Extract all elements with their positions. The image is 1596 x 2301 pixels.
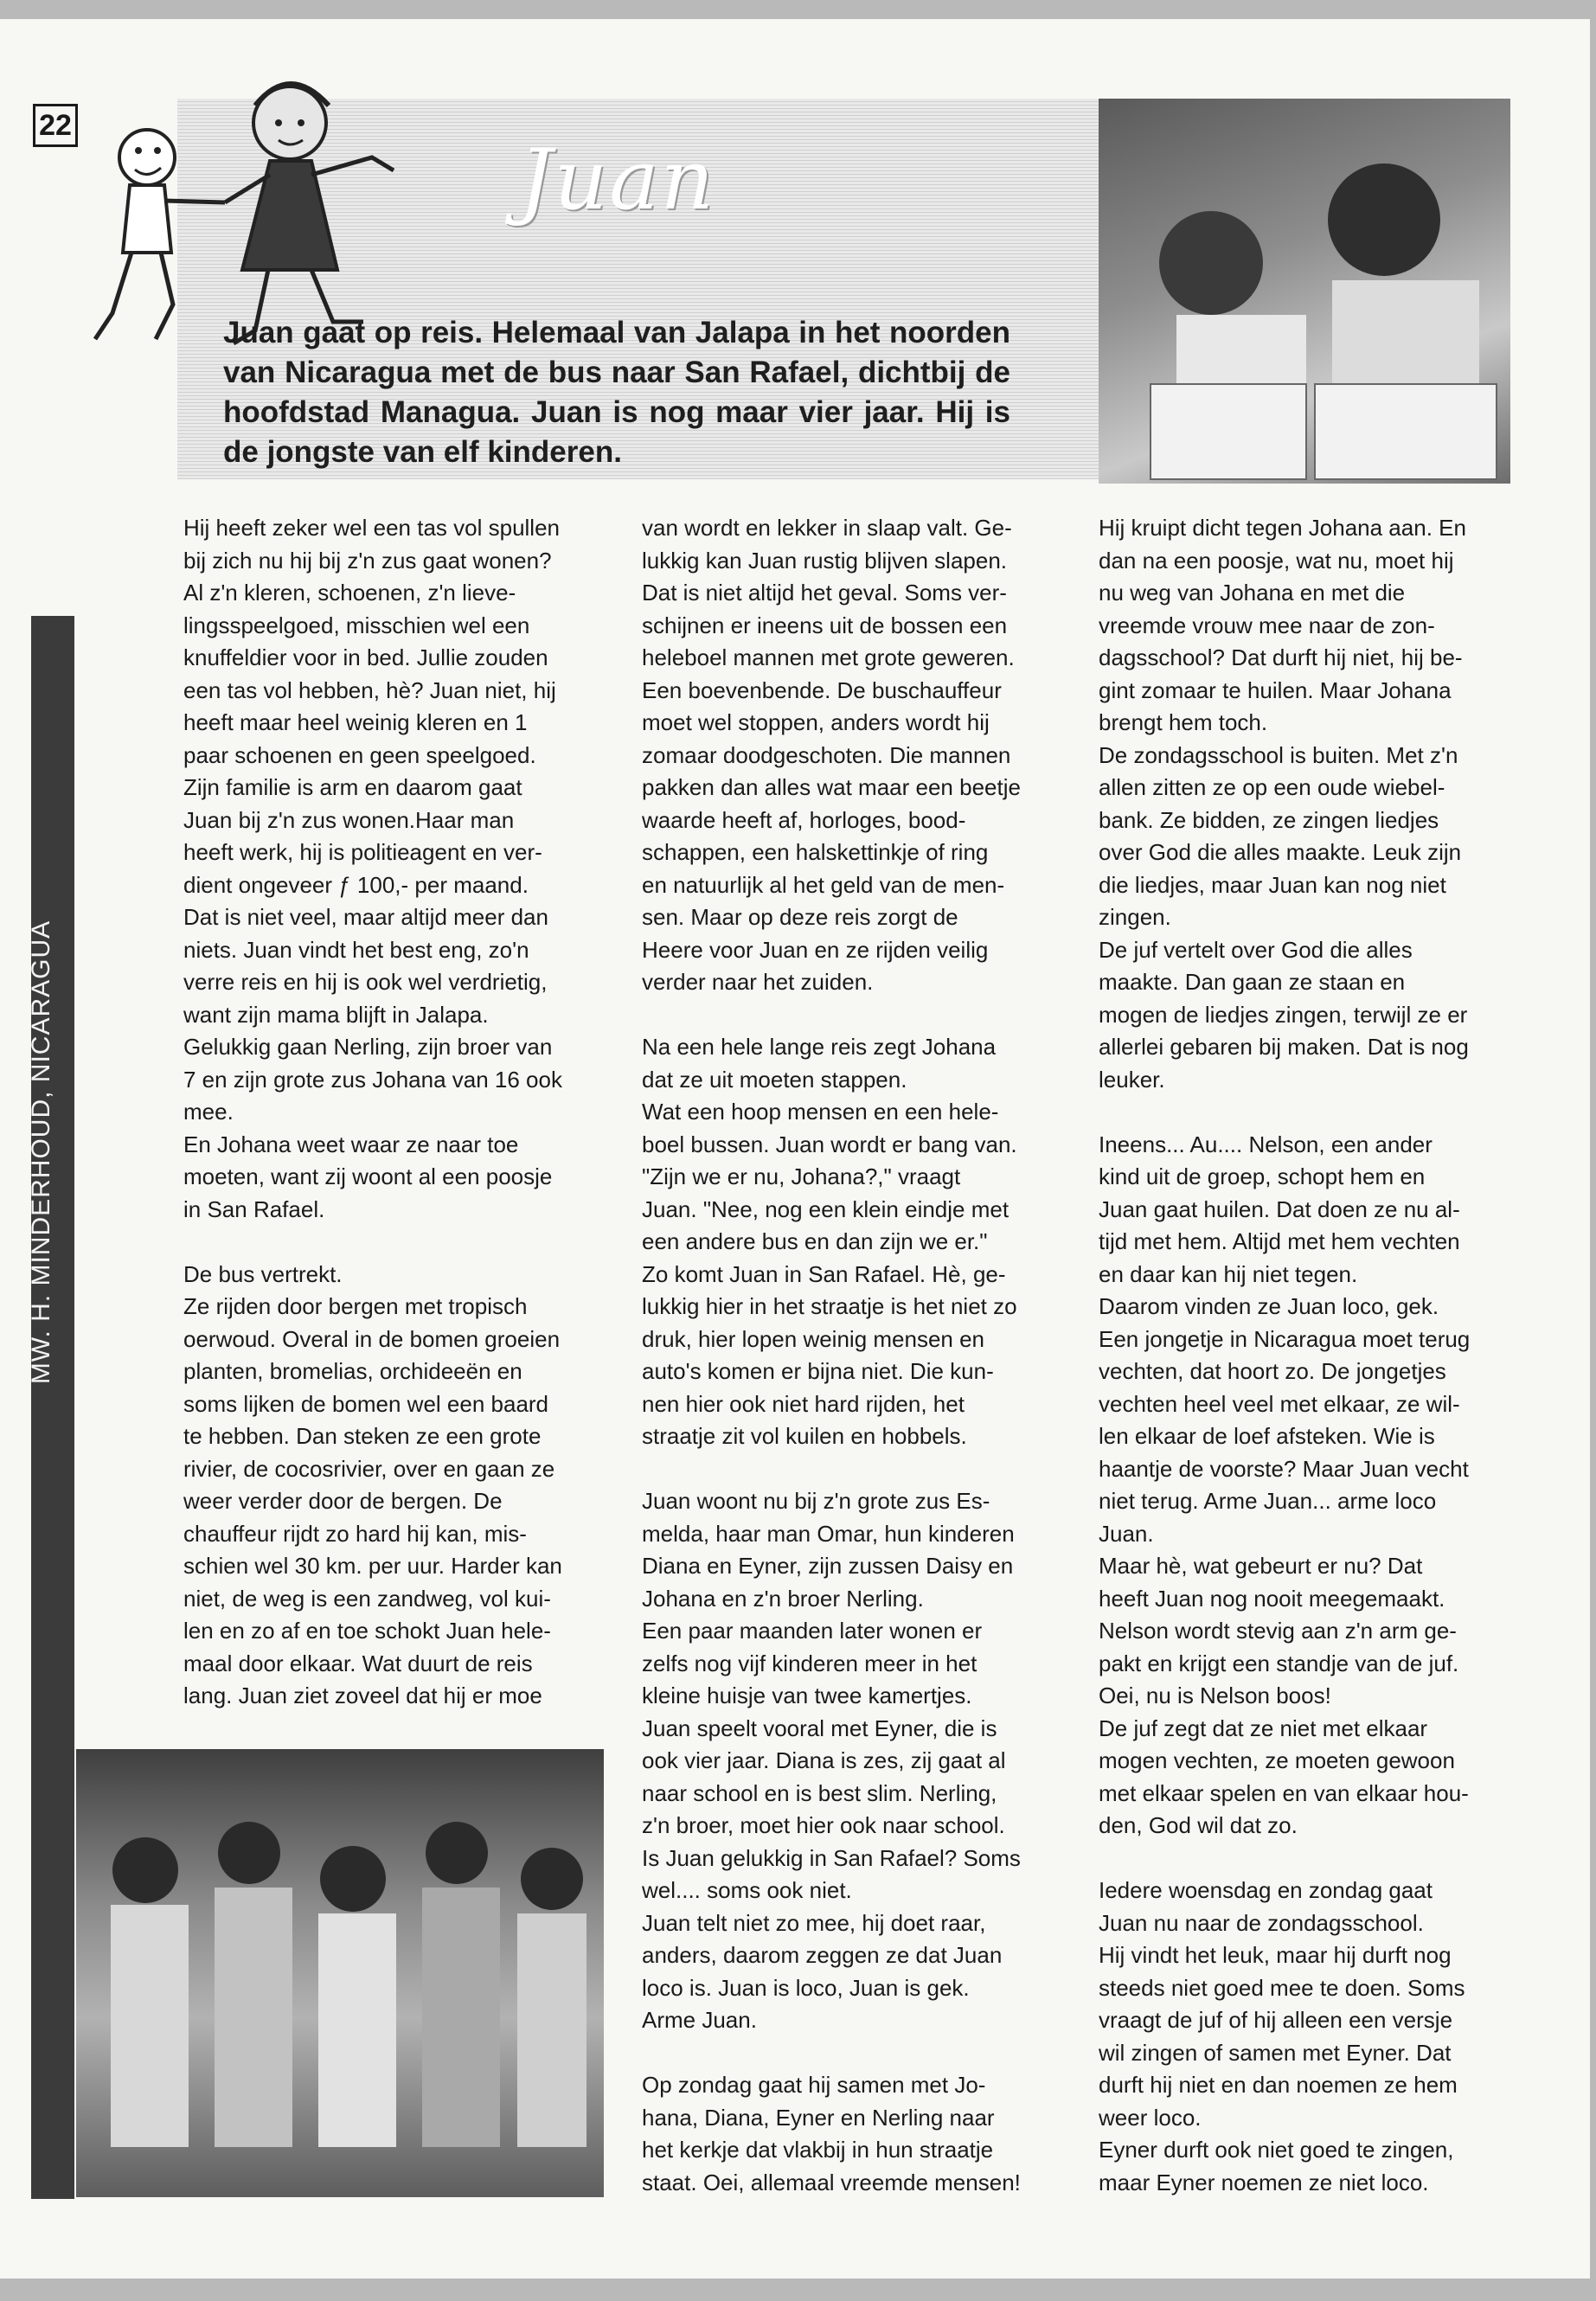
text-line: in San Rafael. xyxy=(183,1195,325,1222)
text-line: zingen. xyxy=(1099,904,1171,930)
text-line: tijd met hem. Altijd met hem vechten xyxy=(1099,1228,1460,1254)
text-line: ook vier jaar. Diana is zes, zij gaat al xyxy=(642,1747,1006,1773)
text-line: oerwoud. Overal in de bomen groeien xyxy=(183,1325,561,1352)
text-line: allerlei gebaren bij maken. Dat is nog xyxy=(1099,1034,1469,1060)
text-line: gint zomaar te huilen. Maar Johana xyxy=(1099,676,1452,703)
text-line: hana, Diana, Eyner en Nerling naar xyxy=(642,2104,995,2131)
text-column-1 xyxy=(183,512,616,1745)
text-line: Diana en Eyner, zijn zussen Daisy en xyxy=(642,1553,1014,1579)
text-line: Zo komt Juan in San Rafael. Hè, ge- xyxy=(642,1260,1006,1287)
text-line: De bus vertrekt. xyxy=(183,1260,343,1287)
text-line: wel.... soms ook niet. xyxy=(642,1877,852,1903)
text-line: Hij kruipt dicht tegen Johana aan. En xyxy=(1099,515,1466,541)
text-line: leuker. xyxy=(1099,1066,1165,1093)
text-line: dan na een poosje, wat nu, moet hij xyxy=(1099,547,1454,574)
magazine-page xyxy=(0,19,1590,2279)
text-line: niet, de weg is een zandweg, vol kui- xyxy=(183,1585,551,1612)
text-line: niets. Juan vindt het best eng, zo'n xyxy=(183,936,529,963)
text-line: het kerkje dat vlakbij in hun straatje xyxy=(642,2137,994,2163)
text-line: Nelson wordt stevig aan z'n arm ge- xyxy=(1099,1618,1457,1644)
text-line: mogen de liedjes zingen, terwijl ze er xyxy=(1099,1001,1468,1028)
text-line: Iedere woensdag en zondag gaat xyxy=(1099,1877,1433,1903)
text-line: staat. Oei, allemaal vreemde mensen! xyxy=(642,2169,1021,2195)
column-1-paragraph-1 xyxy=(183,512,616,1226)
column-2-paragraph-2 xyxy=(642,1031,1074,1453)
text-line: Oei, nu is Nelson boos! xyxy=(1099,1682,1331,1708)
text-line: "Zijn we er nu, Johana?," vraagt xyxy=(642,1163,961,1189)
text-line: nu weg van Johana en met die xyxy=(1099,580,1406,606)
text-line: Juan gaat huilen. Dat doen ze nu al- xyxy=(1099,1195,1460,1222)
text-line: De juf vertelt over God die alles xyxy=(1099,936,1413,963)
text-line: moeten, want zij woont al een poosje xyxy=(183,1163,553,1189)
text-line: Juan speelt vooral met Eyner, die is xyxy=(642,1715,997,1741)
text-column-2 xyxy=(642,512,1074,2232)
text-line: lingsspeelgoed, misschien wel een xyxy=(183,612,530,638)
text-line: zelfs nog vijf kinderen meer in het xyxy=(642,1650,977,1676)
text-line: bank. Ze bidden, ze zingen liedjes xyxy=(1099,806,1439,833)
text-line: rivier, de cocosrivier, over en gaan ze xyxy=(183,1455,555,1482)
text-line: Is Juan gelukkig in San Rafael? Soms xyxy=(642,1844,1021,1871)
column-1-paragraph-2 xyxy=(183,1259,616,1713)
text-line: Na een hele lange reis zegt Johana xyxy=(642,1034,997,1060)
text-line: planten, bromelias, orchideeën en xyxy=(183,1358,522,1384)
text-line: dient ongeveer ƒ 100,- per maand. xyxy=(183,871,529,898)
text-line: die liedjes, maar Juan kan nog niet xyxy=(1099,871,1446,898)
text-line: anders, daarom zeggen ze dat Juan xyxy=(642,1942,1003,1968)
text-line: Ineens... Au.... Nelson, een ander xyxy=(1099,1131,1433,1157)
text-line: dagsschool? Dat durft hij niet, hij be- xyxy=(1099,644,1463,670)
text-line: heeft Juan nog nooit meegemaakt. xyxy=(1099,1585,1445,1612)
text-line: want zijn mama blijft in Jalapa. xyxy=(183,1001,489,1028)
text-line: boel bussen. Juan wordt er bang van. xyxy=(642,1131,1017,1157)
text-line: den, God wil dat zo. xyxy=(1099,1812,1298,1838)
text-line: Gelukkig gaan Nerling, zijn broer van xyxy=(183,1034,553,1060)
text-line: heeft werk, hij is politieagent en ver- xyxy=(183,839,542,865)
text-line: Een jongetje in Nicaragua moet terug xyxy=(1099,1325,1471,1352)
text-line: steeds niet goed mee te doen. Soms xyxy=(1099,1974,1465,2001)
text-line: een tas vol hebben, hè? Juan niet, hij xyxy=(183,676,556,703)
text-line: Ze rijden door bergen met tropisch xyxy=(183,1293,528,1319)
text-line: en natuurlijk al het geld van de men- xyxy=(642,871,1005,898)
text-line: Al z'n kleren, schoenen, z'n lieve- xyxy=(183,580,516,606)
text-line: Eyner durft ook niet goed te zingen, xyxy=(1099,2137,1454,2163)
text-line: En Johana weet waar ze naar toe xyxy=(183,1131,519,1157)
page-number: 22 xyxy=(33,104,78,147)
text-line: een andere bus en dan zijn we er." xyxy=(642,1228,988,1254)
column-2-paragraph-1 xyxy=(642,512,1074,999)
text-line: maakte. Dan gaan ze staan en xyxy=(1099,969,1406,995)
text-line: mogen vechten, ze moeten gewoon xyxy=(1099,1747,1455,1773)
text-line: vechten heel veel met elkaar, ze wil- xyxy=(1099,1390,1460,1417)
intro-paragraph: Juan gaat op reis. Helemaal van Jalapa in het noorden van Nicaragua met de bus naar San Rafael, dichtbij de hoofdstad Managua. Juan is nog maar vier jaar. Hij is de jongste van elf kinderen. xyxy=(223,316,1010,469)
text-column-3 xyxy=(1099,512,1522,2232)
text-line: brengt hem toch. xyxy=(1099,709,1268,735)
text-line: De juf zegt dat ze niet met elkaar xyxy=(1099,1715,1428,1741)
text-line: maar Eyner noemen ze niet loco. xyxy=(1099,2169,1429,2195)
column-3-paragraph-3 xyxy=(1099,1875,1522,2199)
text-line: over God die alles maakte. Leuk zijn xyxy=(1099,839,1462,865)
text-line: Daarom vinden ze Juan loco, gek. xyxy=(1099,1293,1439,1319)
column-2-paragraph-4 xyxy=(642,2069,1074,2199)
article-title: Juan xyxy=(519,131,716,228)
text-line: Heere voor Juan en ze rijden veilig xyxy=(642,936,989,963)
text-line: heleboel mannen met grote geweren. xyxy=(642,644,1015,670)
text-line: nen hier ook niet hard rijden, het xyxy=(642,1390,965,1417)
text-line: melda, haar man Omar, hun kinderen xyxy=(642,1520,1015,1547)
text-line: Juan nu naar de zondagsschool. xyxy=(1099,1909,1424,1936)
column-2-paragraph-3 xyxy=(642,1485,1074,2037)
text-line: Arme Juan. xyxy=(642,2007,757,2033)
text-line: van wordt en lekker in slaap valt. Ge- xyxy=(642,515,1012,541)
text-line: Hij vindt het leuk, maar hij durft nog xyxy=(1099,1942,1452,1968)
text-line: haantje de voorste? Maar Juan vecht xyxy=(1099,1455,1469,1482)
text-line: naar school en is best slim. Nerling, xyxy=(642,1779,997,1806)
text-line: Een boevenbende. De buschauffeur xyxy=(642,676,1002,703)
text-line: lang. Juan ziet zoveel dat hij er moe xyxy=(183,1682,542,1708)
text-line: Juan. "Nee, nog een klein eindje met xyxy=(642,1195,1010,1222)
text-line: paar schoenen en geen speelgoed. xyxy=(183,741,536,768)
text-line: chauffeur rijdt zo hard hij kan, mis- xyxy=(183,1520,527,1547)
text-line: loco is. Juan is loco, Juan is gek. xyxy=(642,1974,970,2001)
text-line: maal door elkaar. Wat duurt de reis xyxy=(183,1650,533,1676)
text-line: lukkig hier in het straatje is het niet zo xyxy=(642,1293,1017,1319)
text-line: soms lijken de bomen wel een baard xyxy=(183,1390,549,1417)
text-line: Juan woont nu bij z'n grote zus Es- xyxy=(642,1488,990,1514)
text-line: pakt en krijgt een standje van de juf. xyxy=(1099,1650,1459,1676)
text-line: weer verder door de bergen. De xyxy=(183,1488,503,1514)
text-line: allen zitten ze op een oude wiebel- xyxy=(1099,774,1445,800)
text-line: Dat is niet altijd het geval. Soms ver- xyxy=(642,580,1007,606)
text-line: mee. xyxy=(183,1099,234,1125)
text-line: weer loco. xyxy=(1099,2104,1202,2131)
text-line: 7 en zijn grote zus Johana van 16 ook xyxy=(183,1066,562,1093)
text-line: niet terug. Arme Juan... arme loco xyxy=(1099,1488,1437,1514)
text-line: Juan bij z'n zus wonen.Haar man xyxy=(183,806,515,833)
text-line: Juan telt niet zo mee, hij doet raar, xyxy=(642,1909,986,1936)
text-line: z'n broer, moet hier ook naar school. xyxy=(642,1812,1005,1838)
text-line: durft hij niet en dan noemen ze hem xyxy=(1099,2072,1458,2098)
text-line: schien wel 30 km. per uur. Harder kan xyxy=(183,1553,562,1579)
text-line: druk, hier lopen weinig mensen en xyxy=(642,1325,985,1352)
text-line: De zondagsschool is buiten. Met z'n xyxy=(1099,741,1458,768)
text-line: Dat is niet veel, maar altijd meer dan xyxy=(183,904,548,930)
text-line: knuffeldier voor in bed. Jullie zouden xyxy=(183,644,548,670)
text-line: Juan. xyxy=(1099,1520,1154,1547)
text-line: Hij heeft zeker wel een tas vol spullen xyxy=(183,515,561,541)
text-line: vreemde vrouw mee naar de zon- xyxy=(1099,612,1435,638)
text-line: moet wel stoppen, anders wordt hij xyxy=(642,709,990,735)
text-line: pakken dan alles wat maar een beetje xyxy=(642,774,1021,800)
text-line: schappen, een halskettinkje of ring xyxy=(642,839,989,865)
text-line: vechten, dat hoort zo. De jongetjes xyxy=(1099,1358,1446,1384)
text-line: Maar hè, wat gebeurt er nu? Dat xyxy=(1099,1553,1423,1579)
text-line: len elkaar de loef afsteken. Wie is xyxy=(1099,1423,1435,1449)
text-line: len en zo af en toe schokt Juan hele- xyxy=(183,1618,551,1644)
text-line: Een paar maanden later wonen er xyxy=(642,1618,983,1644)
text-line: wil zingen of samen met Eyner. Dat xyxy=(1099,2039,1452,2066)
text-line: Op zondag gaat hij samen met Jo- xyxy=(642,2072,986,2098)
author-credit: MW. H. MINDERHOUD, NICARAGUA xyxy=(27,920,55,1385)
text-line: kleine huisje van twee kamertjes. xyxy=(642,1682,972,1708)
text-line: schijnen er ineens uit de bossen een xyxy=(642,612,1008,638)
text-line: Zijn familie is arm en daarom gaat xyxy=(183,774,522,800)
text-line: heeft maar heel weinig kleren en 1 xyxy=(183,709,528,735)
text-line: verre reis en hij is ook wel verdrietig, xyxy=(183,969,548,995)
text-line: met elkaar spelen en van elkaar hou- xyxy=(1099,1779,1469,1806)
photo-children-drawing xyxy=(1099,99,1510,484)
text-line: Johana en z'n broer Nerling. xyxy=(642,1585,924,1612)
text-line: en daar kan hij niet tegen. xyxy=(1099,1260,1358,1287)
text-line: bij zich nu hij bij z'n zus gaat wonen? xyxy=(183,547,552,574)
column-3-paragraph-2 xyxy=(1099,1129,1522,1843)
photo-sunday-school-children xyxy=(76,1749,604,2197)
text-line: straatje zit vol kuilen en hobbels. xyxy=(642,1423,967,1449)
text-line: auto's komen er bijna niet. Die kun- xyxy=(642,1358,994,1384)
text-line: vraagt de juf of hij alleen een versje xyxy=(1099,2007,1453,2033)
text-line: verder naar het zuiden. xyxy=(642,969,874,995)
text-line: waarde heeft af, horloges, bood- xyxy=(642,806,966,833)
text-line: sen. Maar op deze reis zorgt de xyxy=(642,904,958,930)
text-line: Wat een hoop mensen en een hele- xyxy=(642,1099,999,1125)
author-sidebar xyxy=(31,616,74,2199)
text-line: zomaar doodgeschoten. Die mannen xyxy=(642,741,1011,768)
text-line: kind uit de groep, schopt hem en xyxy=(1099,1163,1426,1189)
text-line: lukkig kan Juan rustig blijven slapen. xyxy=(642,547,1008,574)
column-3-paragraph-1 xyxy=(1099,512,1522,1096)
text-line: te hebben. Dan steken ze een grote xyxy=(183,1423,542,1449)
text-line: dat ze uit moeten stappen. xyxy=(642,1066,907,1093)
